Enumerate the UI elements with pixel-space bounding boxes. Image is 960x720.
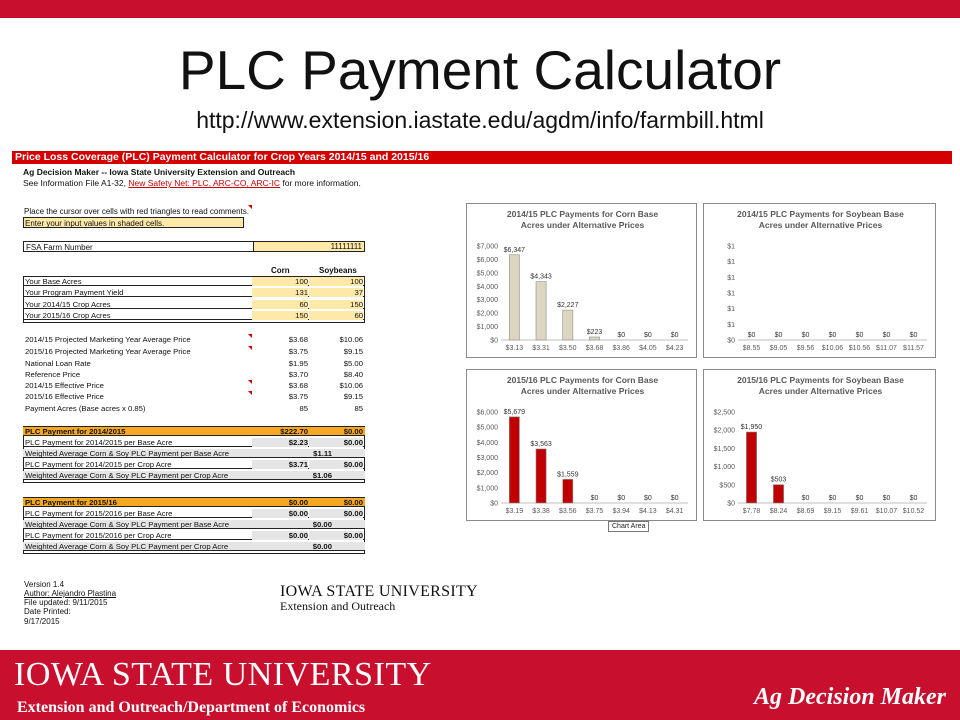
y-tick-label: $5,000	[476, 270, 498, 278]
comment-marker[interactable]	[248, 334, 252, 338]
y-tick-label: $0	[490, 337, 498, 345]
y-tick-label: $2,500	[713, 409, 735, 417]
x-tick-label: $4.05	[639, 345, 657, 352]
y-tick-label: $4,000	[476, 283, 498, 291]
data-label: $0	[855, 332, 864, 339]
data-label: $6,347	[503, 246, 526, 254]
y-tick-label: $1,000	[476, 324, 498, 332]
chart-soy-2014-svg	[704, 204, 937, 359]
y-tick-label: $3,000	[476, 297, 498, 305]
info-prefix: See Information File A1-32,	[23, 178, 127, 188]
x-tick-label: $9.56	[796, 345, 815, 352]
y-tick-label: $7,000	[476, 243, 498, 251]
x-tick-label: $7.78	[742, 508, 761, 515]
price-row: 2015/16 Effective Price $3.75 $9.15	[25, 392, 363, 401]
x-tick-label: $9.61	[850, 508, 869, 515]
data-label: $0	[882, 332, 891, 339]
info-link[interactable]: New Safety Net: PLC, ARC-CO, ARC-IC	[128, 178, 281, 188]
data-label: $0	[644, 332, 652, 339]
x-tick-label: $3.56	[559, 508, 577, 515]
data-label: $0	[801, 332, 810, 339]
bar	[563, 479, 573, 503]
data-label: $2,227	[557, 302, 579, 310]
input-row-base-acres: Your Base Acres 100 100	[25, 277, 363, 286]
isu-logo-line2: Extension and Outreach	[280, 599, 396, 613]
block-2015-row: Weighted Average Corn & Soy PLC Payment per Base Acre $0.00	[23, 520, 365, 529]
data-label: $0	[828, 495, 837, 502]
farm-number-input[interactable]: 11111111	[253, 242, 364, 251]
x-tick-label: $4.23	[665, 345, 684, 352]
chart-title: 2014/15 PLC Payments for Corn Base	[506, 209, 659, 219]
x-tick-label: $11.07	[876, 345, 897, 352]
footer-department: Extension and Outreach/Department of Economics	[17, 699, 366, 716]
farm-number-label: FSA Farm Number	[26, 243, 93, 252]
date-printed-label: Date Printed:	[24, 607, 71, 616]
x-tick-label: $10.52	[902, 508, 925, 515]
info-suffix: for more information.	[282, 178, 361, 188]
data-label: $0	[747, 332, 756, 339]
bar	[536, 282, 546, 340]
comment-marker[interactable]	[248, 346, 252, 350]
input-row-2015-acres: Your 2015/16 Crop Acres 150 60	[25, 311, 363, 320]
data-label: $0	[670, 332, 679, 339]
comment-marker[interactable]	[248, 380, 252, 384]
input-row-2014-acres: Your 2014/15 Crop Acres 60 150	[25, 300, 363, 309]
sheet-info	[23, 178, 361, 188]
chart-area-tooltip: Chart Area	[608, 521, 649, 532]
price-row: 2015/16 Projected Marketing Year Average Price $3.75 $9.15	[25, 347, 363, 356]
x-tick-label: $9.15	[823, 508, 842, 515]
y-tick-label: $0	[727, 337, 735, 345]
price-row: Reference Price $3.70 $8.40	[25, 370, 363, 379]
data-label: $503	[770, 476, 787, 484]
y-tick-label: $2,000	[476, 470, 498, 478]
footer-university: IOWA STATE UNIVERSITY	[14, 656, 432, 693]
isu-logo-line1: IOWA STATE UNIVERSITY	[280, 583, 478, 600]
block-2014-header: PLC Payment for 2014/2015 $222.70 $0.00	[25, 427, 363, 436]
spreadsheet-screenshot	[12, 146, 954, 646]
x-tick-label: $3.31	[532, 345, 550, 352]
col-corn-header: Corn	[271, 266, 290, 275]
block-2015-row: PLC Payment for 2015/2016 per Base Acre $0.00 $0.00	[25, 509, 363, 518]
note-shaded	[23, 217, 244, 228]
data-label: $0	[670, 495, 679, 502]
y-tick-label: $0	[727, 500, 735, 508]
x-tick-label: $3.13	[505, 345, 524, 352]
chart-title: Acres under Alternative Prices	[758, 386, 883, 396]
bar	[563, 310, 573, 340]
x-tick-label: $8.24	[769, 508, 788, 515]
bar	[746, 432, 756, 503]
block-2015-header: PLC Payment for 2015/16 $0.00 $0.00	[25, 498, 363, 507]
y-tick-label: $6,000	[476, 409, 498, 417]
chart-soy-2015[interactable]	[703, 369, 936, 521]
bar	[509, 255, 519, 340]
chart-soy-2014[interactable]	[703, 203, 936, 358]
chart-title: 2014/15 PLC Payments for Soybean Base	[737, 209, 904, 219]
data-label: $0	[909, 495, 918, 502]
y-tick-label: $4,000	[476, 439, 498, 447]
x-tick-label: $10.07	[875, 508, 898, 515]
chart-soy-2015-svg	[704, 370, 937, 522]
y-tick-label: $1,500	[713, 445, 735, 453]
slide-title: PLC Payment Calculator	[178, 39, 782, 101]
data-label: $5,679	[503, 408, 526, 416]
note-shaded-text: Enter your input values in shaded cells.	[25, 219, 165, 228]
farm-number-row	[23, 241, 365, 252]
data-label: $0	[590, 495, 599, 502]
block-2014-row: Weighted Average Corn & Soy PLC Payment per Base Acre $1.11	[23, 449, 365, 458]
x-tick-label: $3.38	[532, 508, 550, 515]
data-label: $0	[617, 332, 626, 339]
y-tick-label: $3,000	[476, 455, 498, 462]
y-tick-label: $1,000	[476, 485, 498, 493]
x-tick-label: $4.31	[665, 508, 684, 515]
x-tick-label: $8.69	[796, 508, 815, 515]
block-2015-row: Weighted Average Corn & Soy PLC Payment per Crop Acre $0.00	[23, 542, 365, 551]
x-tick-label: $4.13	[639, 508, 657, 515]
y-tick-label: $1	[727, 306, 735, 314]
data-label: $223	[586, 329, 603, 337]
chart-corn-2014[interactable]	[466, 203, 697, 358]
y-tick-label: $1	[727, 321, 735, 329]
x-tick-label: $3.94	[612, 508, 630, 515]
sheet-org: Ag Decision Maker -- Iowa State University Extension and Outreach	[23, 167, 296, 177]
data-label: $0	[774, 332, 783, 339]
chart-corn-2015[interactable]	[466, 369, 697, 521]
y-tick-label: $0	[490, 500, 498, 508]
note-comments: Place the cursor over cells with red triangles to read comments.	[24, 207, 249, 216]
chart-title: Acres under Alternative Prices	[520, 220, 645, 230]
data-label: $4,343	[530, 273, 552, 281]
data-label: $3,563	[530, 440, 552, 448]
data-label: $0	[855, 495, 864, 502]
y-tick-label: $1	[727, 259, 735, 267]
block-2014-row: Weighted Average Corn & Soy PLC Payment per Crop Acre $1.06	[23, 471, 365, 480]
data-label: $0	[828, 332, 837, 339]
price-row: National Loan Rate $1.95 $5.00	[25, 359, 363, 368]
slide-url[interactable]: http://www.extension.iastate.edu/agdm/info/farmbill.html	[196, 107, 764, 133]
comment-marker[interactable]	[248, 391, 252, 395]
x-tick-label: $10.06	[821, 345, 844, 352]
x-tick-label: $10.56	[848, 345, 871, 352]
chart-title: 2015/16 PLC Payments for Soybean Base	[737, 375, 904, 385]
bar	[589, 337, 599, 340]
block-2014-row: PLC Payment for 2014/2015 per Base Acre $2.23 $0.00	[25, 438, 363, 447]
x-tick-label: $3.86	[612, 345, 630, 352]
footer-brand: Ag Decision Maker	[754, 684, 946, 710]
x-tick-label: $3.75	[585, 508, 604, 515]
chart-title: Acres under Alternative Prices	[520, 386, 645, 396]
y-tick-label: $2,000	[713, 427, 735, 435]
y-tick-label: $1	[727, 243, 735, 251]
y-tick-label: $1,000	[713, 464, 735, 472]
bar	[509, 417, 519, 503]
x-tick-label: $11.57	[903, 345, 924, 352]
data-label: $1,559	[557, 471, 579, 479]
chart-corn-2015-svg	[467, 370, 698, 522]
price-row: 2014/15 Effective Price $3.68 $10.06	[25, 381, 363, 390]
y-tick-label: $6,000	[476, 256, 498, 264]
data-label: $0	[617, 495, 626, 502]
y-tick-label: $500	[719, 482, 735, 490]
chart-title: 2015/16 PLC Payments for Corn Base	[506, 375, 659, 385]
bar	[536, 449, 546, 503]
x-tick-label: $3.50	[559, 345, 577, 352]
y-tick-label: $1	[727, 290, 735, 298]
block-2015-row: PLC Payment for 2015/2016 per Crop Acre $0.00 $0.00	[25, 531, 363, 540]
x-tick-label: $8.55	[742, 345, 761, 352]
bar	[773, 485, 783, 503]
block-2014-row: PLC Payment for 2014/2015 per Crop Acre $3.71 $0.00	[25, 460, 363, 469]
chart-corn-2014-svg	[467, 204, 698, 359]
price-row: Payment Acres (Base acres x 0.85) 85 85	[25, 404, 363, 413]
data-label: $0	[644, 495, 652, 502]
y-tick-label: $5,000	[476, 424, 498, 432]
data-label: $1,950	[740, 424, 763, 432]
version-text: Version 1.4	[24, 580, 65, 589]
x-tick-label: $3.68	[585, 345, 604, 352]
data-label: $0	[801, 495, 810, 502]
x-tick-label: $3.19	[505, 508, 524, 515]
author-link[interactable]: Author: Alejandro Plastina	[24, 589, 117, 598]
sheet-banner: Price Loss Coverage (PLC) Payment Calculator for Crop Years 2014/15 and 2015/16	[12, 151, 952, 164]
x-tick-label: $9.05	[769, 345, 788, 352]
data-label: $0	[909, 332, 918, 339]
col-soy-header: Soybeans	[319, 266, 357, 275]
comment-marker[interactable]	[248, 205, 252, 209]
y-tick-label: $2,000	[476, 310, 498, 318]
data-label: $0	[882, 495, 891, 502]
date-printed-value: 9/17/2015	[24, 617, 60, 626]
input-row-yield: Your Program Payment Yield 131 37	[25, 288, 363, 297]
y-tick-label: $1	[727, 274, 735, 282]
price-row: 2014/15 Projected Marketing Year Average Price $3.68 $10.06	[25, 335, 363, 344]
file-updated: File updated: 9/11/2015	[24, 598, 108, 607]
chart-title: Acres under Alternative Prices	[758, 220, 883, 230]
top-accent-bar	[0, 0, 960, 18]
